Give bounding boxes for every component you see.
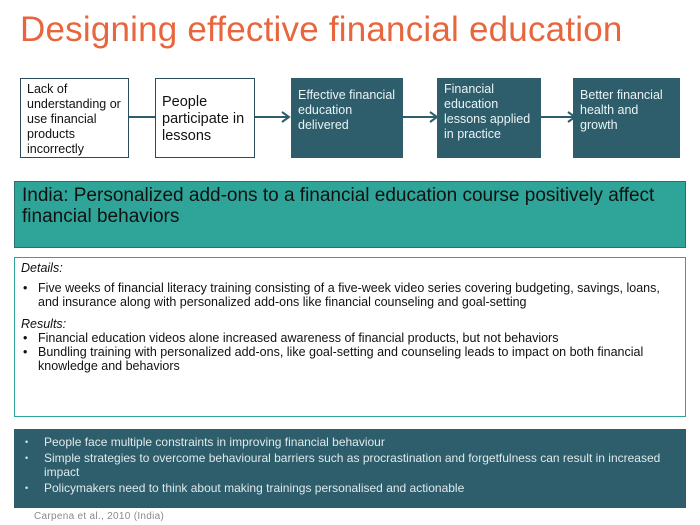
bullet-icon: • [25,453,29,463]
results-item-text: Bundling training with personalized add-ons, like goal-setting and counseling leads to impact on both financial knowledge and behaviors [38,345,644,373]
flow-arrow-2 [255,110,291,124]
flow-step-4 [437,78,541,158]
results-item-text: Financial education videos alone increased awareness of financial products, but not behaviors [38,331,559,345]
takeaway-item [22,451,678,479]
flow-arrow-3 [403,110,439,124]
bullet-icon: • [25,437,29,447]
takeaway-item [22,481,678,495]
details-label: Details: [21,261,63,275]
flow-step-5 [573,78,680,158]
details-box [14,257,686,417]
bullet-icon: • [23,345,28,359]
results-label: Results: [21,317,67,331]
takeaway-item-text: Simple strategies to overcome behavioural barriers such as procrastination and forgetfulness can result in increased impact [44,451,661,479]
flow-step-3-label: Effective financial education delivered [298,88,396,132]
flow-step-1-label: Lack of understanding or use financial products incorrectly [27,82,121,156]
bullet-icon: • [23,331,28,345]
citation: Carpena et al., 2010 (India) [34,511,165,522]
flow-step-3 [291,78,403,158]
takeaway-item-text: Policymakers need to think about making trainings personalised and actionable [44,481,465,495]
study-banner [14,181,686,248]
results-list [21,331,679,373]
takeaways-list [22,435,678,495]
results-item [21,331,679,345]
flow-arrow-4 [541,110,577,124]
flow-step-4-label: Financial education lessons applied in practice [444,82,531,141]
takeaway-item-text: People face multiple constraints in improving financial behaviour [44,435,385,449]
flow-step-5-label: Better financial health and growth [580,88,663,132]
bullet-icon: • [23,281,28,295]
flow-step-2-label: People participate in lessons [162,94,245,144]
slide-title: Designing effective financial education [20,10,623,49]
details-list [21,281,679,309]
details-item [21,281,679,309]
results-item [21,345,679,373]
flow-step-1 [20,78,129,158]
flow-step-2 [155,78,255,158]
takeaway-item [22,435,678,449]
bullet-icon: • [25,483,29,493]
takeaways-box [14,429,686,508]
study-banner-text: India: Personalized add-ons to a financial education course positively affect financial behaviors [22,185,655,227]
details-item-text: Five weeks of financial literacy training consisting of a five-week video series covering budgeting, savings, loans, and insurance along with personalized add-ons like financial counseling and goal-setting [38,281,660,309]
